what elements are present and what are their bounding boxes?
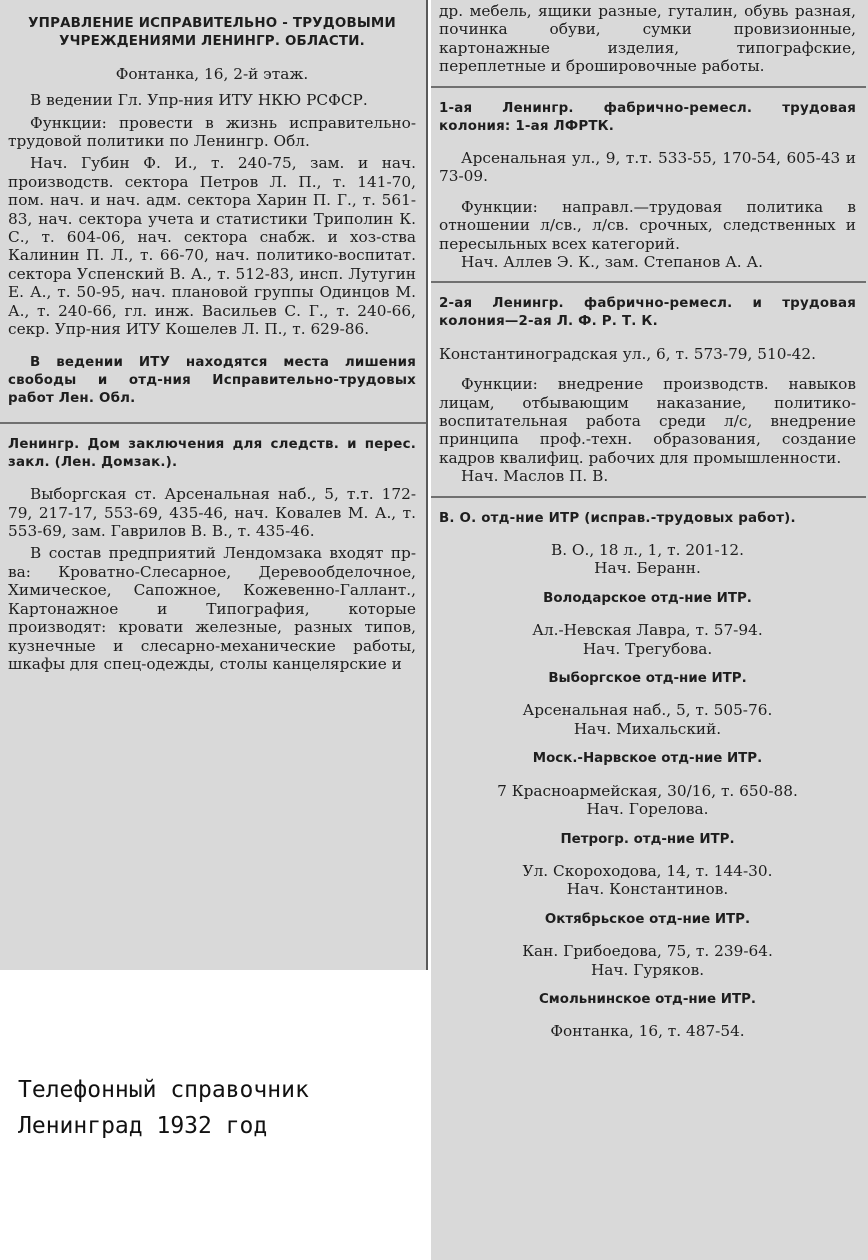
section-divider (0, 422, 426, 424)
branch-name: Октябрьское отд-ние ИТР. (544, 911, 751, 927)
branch-chief: Нач. Горелова. (586, 800, 709, 819)
branch-address: 7 Красноармейская, 30/16, т. 650-88. (497, 781, 798, 800)
section-divider (431, 86, 866, 88)
colony2-title: 2-ая Ленингр. фабрично-ремесл. и трудовая колония—2-ая Л. Ф. Р. Т. К. (439, 296, 856, 330)
branch-address: Арсенальная наб., 5, т. 505-76. (522, 701, 773, 720)
branch-name: Петрогр. отд-ние ИТР. (560, 831, 735, 847)
colony1-functions: Функции: направл.—трудовая политика в отношении л/св., л/св. срочных, следственных и пересыльных всех категорий. (439, 197, 856, 253)
branch-name: Моск.-Нарвское отд-ние ИТР. (532, 751, 763, 767)
branch-name: Смольнинское отд-ние ИТР. (538, 991, 757, 1007)
subordination-text: В ведении Гл. Упр-ния ИТУ НКЮ РСФСР. (30, 91, 368, 110)
main-address: Фонтанка, 16, 2-й этаж. (115, 64, 309, 83)
list-item (439, 831, 856, 899)
list-item (439, 670, 856, 738)
vo-chief: Нач. Беранн. (594, 559, 701, 578)
colony2-staff: Нач. Маслов П. В. (461, 467, 609, 486)
section-divider (431, 281, 866, 283)
list-item (439, 750, 856, 818)
list-item (439, 991, 856, 1041)
staff-text: Нач. Губин Ф. И., т. 240-75, зам. и нач. производств. сектора Петров Л. П., т. 141-70, пом. нач. и нач. адм. сектора Харин П. Г., т. 561-83, нач. сектора учета и статистики Триполин К. С., т. 604-06, нач. сектора снабж. и хоз-ства Калинин П. Л., т. 66-70, нач. политико-воспитат. сектора Успенский В. А., т. 512-83, инсп. Лутугин Е. А., т. 50-95, нач. плановой группы Одинцов М. А., т. 240-66, гл. инж. Васильев С. Г., т. 240-66, секр. Упр-ния ИТУ Кошелев Л. П., т. 629-86. (8, 154, 416, 339)
vo-address: В. О., 18 л., 1, т. 201-12. (550, 541, 745, 560)
colony2-functions: Функции: внедрение производств. навыков лицам, отбывающим наказание, политико-воспитательная работа среди л/с, внедрение принципа проф.-техн. образования, создание кадров квалифиц. рабочих для промышленности. (439, 375, 856, 467)
colony1-address: Арсенальная ул., 9, т.т. 533-55, 170-54, 605-43 и 73-09. (439, 149, 856, 186)
section-divider (431, 496, 866, 498)
branch-address: Ал.-Невская Лавра, т. 57-94. (532, 621, 763, 640)
colony1-title: 1-ая Ленингр. фабрично-ремесл. трудовая колония: 1-ая ЛФРТК. (439, 100, 856, 134)
right-column (431, 0, 868, 1260)
domzak-info: Выборгская ст. Арсенальная наб., 5, т.т. 172-79, 217-17, 553-69, 435-46, нач. Ковалев М. А., т. 553-69, зам. Гаврилов В. В., т. 435-46. (8, 485, 416, 541)
caption-line-2: Ленинград 1932 год (18, 1113, 268, 1139)
branch-address: Фонтанка, 16, т. 487-54. (550, 1022, 745, 1041)
vo-title: В. О. отд-ние ИТР (исправ.-трудовых работ). (439, 510, 796, 526)
list-item (439, 911, 856, 979)
branch-chief: Нач. Гуряков. (590, 960, 705, 979)
left-column (0, 0, 428, 970)
functions-text: Функции: провести в жизнь исправительно-трудовой политики по Ленингр. Обл. (8, 113, 416, 150)
domzak-enterprises: В состав предприятий Лендомзака входят пр-ва: Кроватно-Слесарное, Деревообделочное, Химическое, Сапожное, Кожевенно-Галлант., Картонажное и Типография, которые производят: кровати железные, разных типов, кузнечные и слесарно-механические работы, шкафы для спец-одежды, столы канцелярские и (8, 544, 416, 673)
branch-address: Ул. Скороходова, 14, т. 144-30. (522, 861, 773, 880)
branch-chief: Нач. Трегубова. (582, 639, 713, 658)
colony1-staff: Нач. Аллев Э. К., зам. Степанов А. А. (461, 253, 763, 272)
branch-list (439, 590, 856, 1041)
caption-line-1: Телефонный справочник (18, 1077, 309, 1103)
places-note: В ведении ИТУ находятся места лишения свободы и отд-ния Исправительно-трудовых работ Лен. Обл. (8, 355, 416, 407)
list-item (439, 590, 856, 658)
caption (18, 1072, 309, 1144)
branch-name: Выборгское отд-ние ИТР. (548, 671, 747, 687)
domzak-title: Ленингр. Дом заключения для следств. и перес. закл. (Лен. Домзак.). (8, 436, 416, 470)
branch-chief: Нач. Михальский. (573, 719, 722, 738)
branch-name: Володарское отд-ние ИТР. (543, 590, 752, 606)
continuation-text: др. мебель, ящики разные, гуталин, обувь разная, починка обуви, сумки провизионные, картонажные изделия, типографские, переплетные и брошировочные работы. (439, 2, 856, 76)
branch-address: Кан. Грибоедова, 75, т. 239-64. (522, 942, 773, 961)
colony2-address: Константиноградская ул., 6, т. 573-79, 510-42. (439, 344, 816, 363)
branch-chief: Нач. Константинов. (566, 880, 729, 899)
main-title: УПРАВЛЕНИЕ ИСПРАВИТЕЛЬНО - ТРУДОВЫМИ УЧРЕЖДЕНИЯМИ ЛЕНИНГР. ОБЛАСТИ. (28, 16, 396, 50)
